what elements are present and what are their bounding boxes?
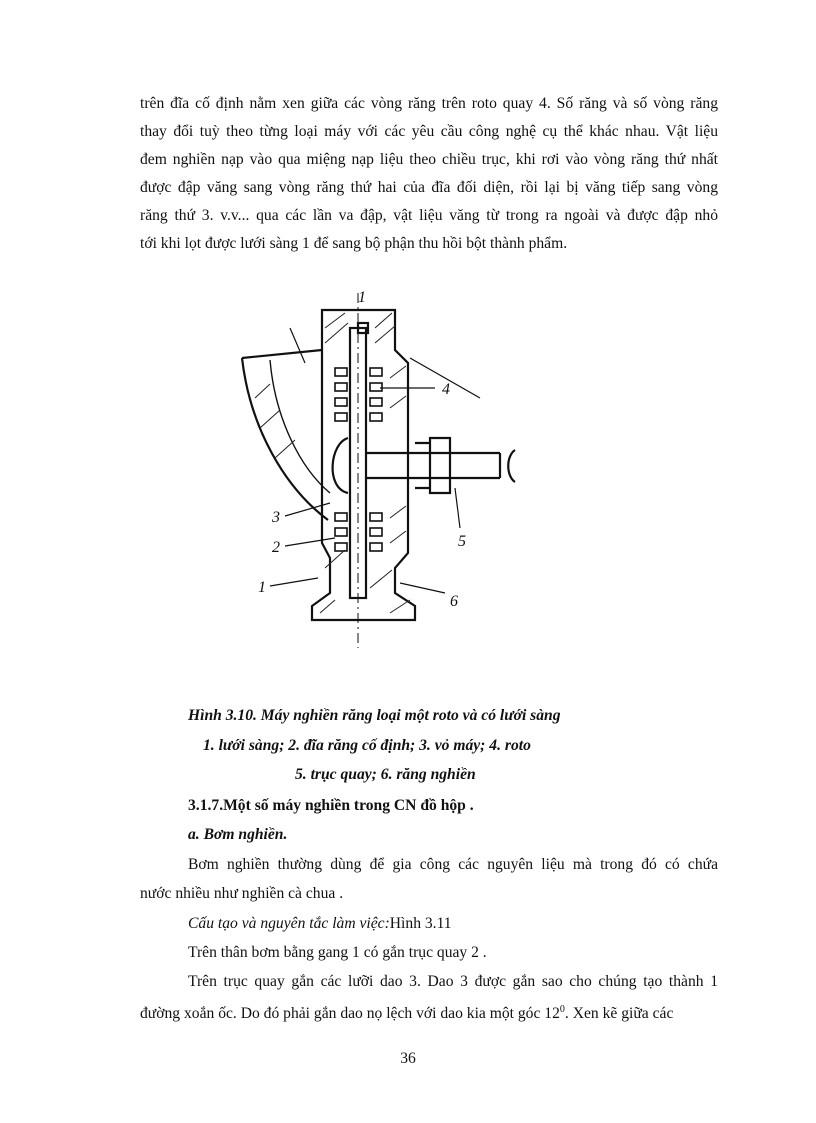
paragraph-1-line-1: Bơm nghiền thường dùng để gia công các nguyên liệu mà trong đó có chứa [188, 856, 718, 873]
paragraph-1-line-2: nước nhiều như nghiền cà chua . [140, 885, 344, 902]
figure-caption-legend-2: 5. trục quay; 6. răng nghiền [295, 766, 476, 783]
intro-line: đem nghiền nạp vào qua miệng nạp liệu theo chiều trục, khi rơi vào vòng răng thứ nhất [140, 151, 718, 168]
label-1: 1 [258, 579, 266, 596]
label-2: 2 [272, 539, 280, 556]
figure-caption-title: Hình 3.10. Máy nghiền răng loại một roto và có lưới sàng [188, 707, 561, 724]
paragraph-3-line-1: Trên trục quay gắn các lưỡi dao 3. Dao 3 được gắn sao cho chúng tạo thành 1 [188, 973, 718, 990]
intro-line: trên đĩa cố định nằm xen giữa các vòng răng trên roto quay 4. Số răng và số vòng răng [140, 95, 718, 112]
paragraph-3-line-2 [140, 996, 718, 1028]
grinder-diagram [230, 288, 530, 663]
page-number: 36 [400, 1050, 416, 1067]
label-5: 5 [458, 533, 466, 550]
intro-line: tới khi lọt được lưới sàng 1 để sang bộ phận thu hồi bột thành phẩm. [140, 235, 568, 252]
intro-line: được đập văng sang vòng răng thứ hai của đĩa đối diện, rồi lại bị văng tiếp sang vòng [140, 179, 718, 196]
intro-paragraph [140, 90, 718, 258]
intro-line: thay đổi tuỳ theo từng loại máy với các yêu cầu công nghệ cụ thể khác nhau. Vật liệu [140, 123, 718, 140]
subsection-heading: a. Bơm nghiền. [188, 826, 288, 843]
section-heading: 3.1.7.Một số máy nghiền trong CN đồ hộp . [188, 797, 474, 814]
intro-line: răng thứ 3. v.v... qua các lần va đập, vật liệu văng từ trong ra ngoài và được đập nhỏ [140, 207, 718, 224]
structure-line [188, 910, 452, 938]
degree-superscript: 0 [559, 1004, 565, 1015]
label-4: 4 [442, 381, 450, 398]
paragraph-2: Trên thân bơm bằng gang 1 có gắn trục quay 2 . [188, 944, 487, 961]
label-6: 6 [450, 593, 458, 610]
label-1-top: 1 [358, 289, 366, 306]
paragraph-3-text-b: . Xen kẽ giữa các [564, 1005, 674, 1023]
structure-label: Cấu tạo và nguyên tắc làm việc: [188, 915, 390, 932]
figure-reference: Hình 3.11 [389, 915, 452, 932]
paragraph-3-text-a: đường xoắn ốc. Do đó phải gắn dao nọ lệch với dao kia một góc 12 [140, 1005, 560, 1023]
figure-caption-legend-1: 1. lưới sàng; 2. đĩa răng cố định; 3. vỏ máy; 4. roto [203, 737, 531, 754]
label-3: 3 [272, 509, 280, 526]
